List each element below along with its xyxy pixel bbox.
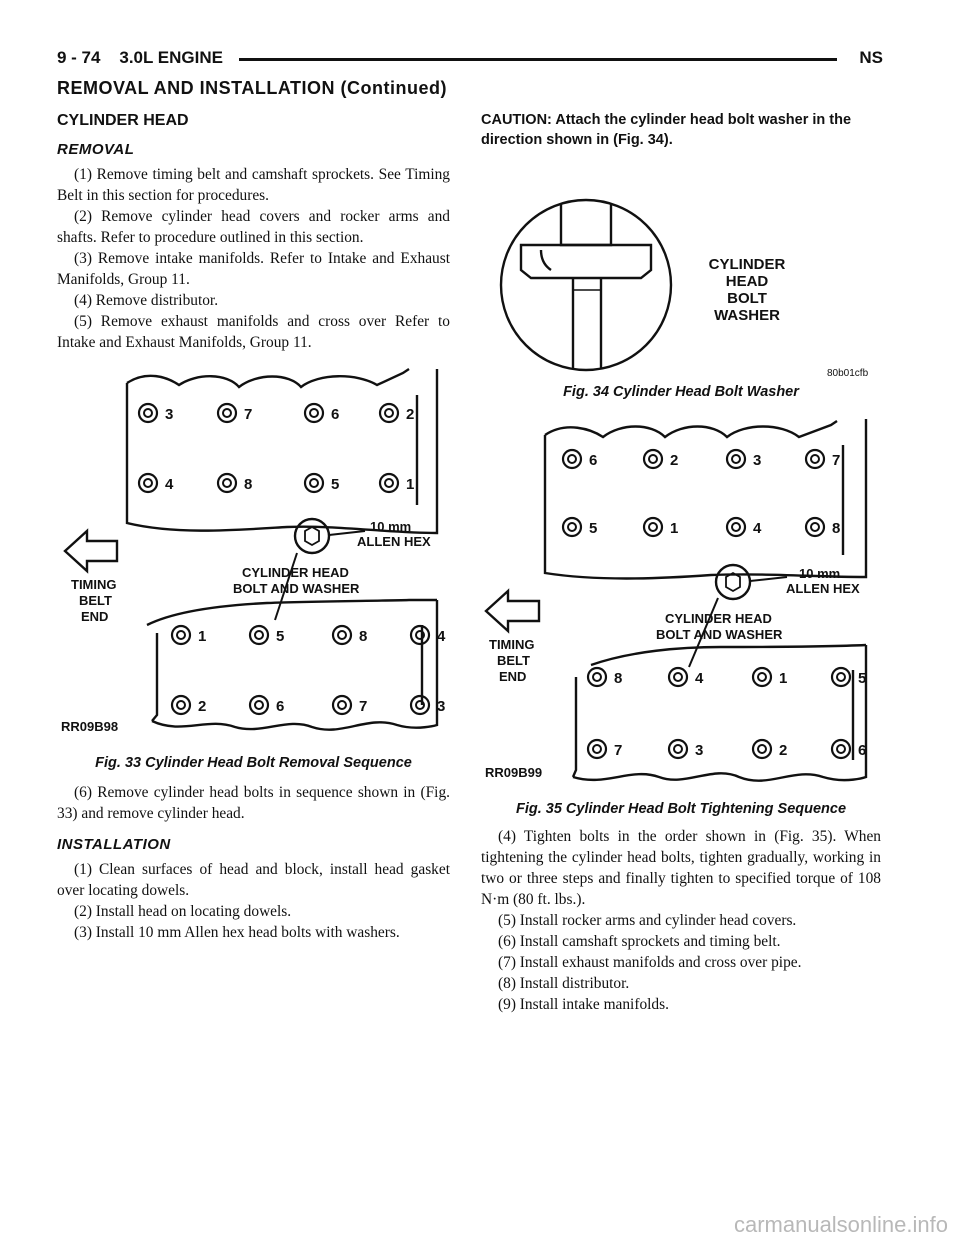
figure-35 xyxy=(481,415,881,827)
bolt-center-icon xyxy=(811,523,819,531)
installation-step: (4) Tighten bolts in the order shown in (Fig. 35). When tightening the cylinder head bolts, tighten gradually, working in two or three steps and finally tighten to specified torque of 108 N·m (80 ft. lbs.). xyxy=(481,828,881,908)
bolt-icon xyxy=(753,668,771,686)
section-title: CYLINDER HEAD xyxy=(57,112,189,129)
bolt-sequence-number: 4 xyxy=(695,670,704,687)
bolt-icon xyxy=(305,474,323,492)
fig33-code: RR09B98 xyxy=(61,719,119,734)
page-header xyxy=(57,48,883,70)
bolt-sequence-number: 5 xyxy=(858,670,867,687)
right-column xyxy=(481,110,881,150)
left-column xyxy=(57,110,450,353)
fig33-allen-label: ALLEN HEX xyxy=(357,534,431,549)
installation-step: (9) Install intake manifolds. xyxy=(498,996,669,1013)
bolt-sequence-number: 7 xyxy=(614,742,623,759)
fig34-caption: Fig. 34 Cylinder Head Bolt Washer xyxy=(563,384,799,400)
bolt-center-icon xyxy=(385,409,393,417)
removal-step: (6) Remove cylinder head bolts in sequence shown in (Fig. 33) and remove cylinder head. xyxy=(57,784,450,822)
bolt-sequence-number: 3 xyxy=(437,698,446,715)
fig35-diagram xyxy=(481,415,881,800)
bolt-sequence-number: 3 xyxy=(165,406,174,423)
bolt-icon xyxy=(832,740,850,758)
fig35-allen-label: ALLEN HEX xyxy=(786,581,860,596)
bolt-icon xyxy=(806,518,824,536)
bolt-sequence-number: 7 xyxy=(359,698,368,715)
bolt-center-icon xyxy=(674,745,682,753)
bolt-icon xyxy=(669,740,687,758)
bolt-sequence-number: 6 xyxy=(331,406,340,423)
fig35-bolt-label: BOLT AND WASHER xyxy=(656,627,783,642)
fig34-label: HEAD xyxy=(725,273,769,290)
bolt-sequence-number: 7 xyxy=(832,452,841,469)
bolt-icon xyxy=(250,626,268,644)
bolt-icon xyxy=(250,696,268,714)
fig34-diagram xyxy=(481,190,881,380)
fig35-allen-label: 10 mm xyxy=(799,566,841,581)
bolt-center-icon xyxy=(177,701,185,709)
removal-step: (2) Remove cylinder head covers and rocker arms and shafts. Refer to procedure outlined in this section. xyxy=(57,208,450,246)
bolt-icon xyxy=(727,518,745,536)
bolt-center-icon xyxy=(649,455,657,463)
continued-heading: REMOVAL AND INSTALLATION (Continued) xyxy=(57,78,447,98)
bolt-icon xyxy=(305,404,323,422)
bolt-icon xyxy=(644,450,662,468)
bolt-center-icon xyxy=(385,479,393,487)
bolt-icon xyxy=(139,474,157,492)
bolt-sequence-number: 1 xyxy=(670,520,679,537)
bolt-sequence-number: 2 xyxy=(670,452,679,469)
removal-step: (5) Remove exhaust manifolds and cross over Refer to Intake and Exhaust Manifolds, Group 11. xyxy=(57,313,450,351)
header-model: NS xyxy=(859,48,883,67)
bolt-sequence-number: 5 xyxy=(331,476,340,493)
bolt-icon xyxy=(753,740,771,758)
bolt-icon xyxy=(380,474,398,492)
bolt-center-icon xyxy=(255,631,263,639)
installation-step: (7) Install exhaust manifolds and cross over pipe. xyxy=(498,954,802,971)
bolt-sequence-number: 8 xyxy=(832,520,841,537)
watermark: carmanualsonline.info xyxy=(733,1212,948,1237)
bolt-icon xyxy=(218,404,236,422)
bolt-icon xyxy=(806,450,824,468)
installation-step: (3) Install 10 mm Allen hex head bolts with washers. xyxy=(74,924,400,941)
bolt-center-icon xyxy=(177,631,185,639)
bolt-center-icon xyxy=(338,701,346,709)
bolt-center-icon xyxy=(593,745,601,753)
bolt-sequence-number: 1 xyxy=(406,476,415,493)
bolt-sequence-number: 4 xyxy=(753,520,762,537)
installation-title: INSTALLATION xyxy=(57,836,171,853)
installation-step: (8) Install distributor. xyxy=(498,975,630,992)
bolt-center-icon xyxy=(649,523,657,531)
bolt-sequence-number: 8 xyxy=(244,476,253,493)
bolt-center-icon xyxy=(223,409,231,417)
fig33-bolt-label: CYLINDER HEAD xyxy=(242,565,349,580)
bolt-icon xyxy=(644,518,662,536)
bolt-icon xyxy=(172,696,190,714)
fig33-bolt-label: BOLT AND WASHER xyxy=(233,581,360,596)
fig33-caption: Fig. 33 Cylinder Head Bolt Removal Sequence xyxy=(95,755,412,771)
bolt-center-icon xyxy=(568,455,576,463)
fig34-label: CYLINDER xyxy=(708,256,786,273)
installation-step: (1) Clean surfaces of head and block, install head gasket over locating dowels. xyxy=(57,861,450,899)
bolt-sequence-number: 6 xyxy=(276,698,285,715)
bolt-icon xyxy=(588,668,606,686)
bolt-icon xyxy=(411,696,429,714)
bolt-sequence-number: 7 xyxy=(244,406,253,423)
bolt-center-icon xyxy=(255,701,263,709)
bolt-center-icon xyxy=(310,479,318,487)
bolt-icon xyxy=(380,404,398,422)
bolt-center-icon xyxy=(732,455,740,463)
bolt-center-icon xyxy=(568,523,576,531)
fig34-label: WASHER xyxy=(714,307,780,324)
left-column-lower xyxy=(57,782,450,943)
bolt-center-icon xyxy=(593,673,601,681)
bolt-icon xyxy=(139,404,157,422)
bolt-sequence-number: 2 xyxy=(779,742,788,759)
removal-step: (3) Remove intake manifolds. Refer to Intake and Exhaust Manifolds, Group 11. xyxy=(57,250,450,288)
installation-step: (6) Install camshaft sprockets and timing belt. xyxy=(498,933,781,950)
installation-step: (2) Install head on locating dowels. xyxy=(74,903,292,920)
bolt-icon xyxy=(411,626,429,644)
bolt-sequence-number: 8 xyxy=(359,628,368,645)
bolt-center-icon xyxy=(811,455,819,463)
bolt-sequence-number: 1 xyxy=(198,628,207,645)
bolt-center-icon xyxy=(674,673,682,681)
bolt-sequence-number: 6 xyxy=(589,452,598,469)
fig34-code: 80b01cfb xyxy=(827,368,869,379)
fig33-timing-label: TIMING xyxy=(71,577,117,592)
bolt-center-icon xyxy=(837,673,845,681)
bolt-center-icon xyxy=(338,631,346,639)
bolt-icon xyxy=(669,668,687,686)
bolt-center-icon xyxy=(144,409,152,417)
bolt-icon xyxy=(588,740,606,758)
fig33-diagram xyxy=(57,365,450,777)
fig35-timing-label: BELT xyxy=(497,653,530,668)
bolt-center-icon xyxy=(758,673,766,681)
fig33-timing-label: BELT xyxy=(79,593,112,608)
bolt-icon xyxy=(218,474,236,492)
bolt-sequence-number: 4 xyxy=(165,476,174,493)
bolt-sequence-number: 1 xyxy=(779,670,788,687)
bolt-sequence-number: 2 xyxy=(198,698,207,715)
bolt-center-icon xyxy=(837,745,845,753)
fig33-allen-label: 10 mm xyxy=(370,519,412,534)
fig35-code: RR09B99 xyxy=(485,765,543,780)
fig35-bolt-label: CYLINDER HEAD xyxy=(665,611,772,626)
right-column-lower xyxy=(481,826,881,1015)
page-number-title: 9 - 74 3.0L ENGINE xyxy=(57,48,223,67)
bolt-center-icon xyxy=(310,409,318,417)
fig33-timing-label: END xyxy=(81,609,109,624)
fig35-timing-label: TIMING xyxy=(489,637,535,652)
bolt-sequence-number: 5 xyxy=(276,628,285,645)
bolt-icon xyxy=(172,626,190,644)
bolt-icon xyxy=(563,518,581,536)
bolt-center-icon xyxy=(758,745,766,753)
bolt-center-icon xyxy=(223,479,231,487)
figure-34 xyxy=(481,190,881,405)
bolt-icon xyxy=(563,450,581,468)
bolt-icon xyxy=(333,696,351,714)
bolt-sequence-number: 3 xyxy=(695,742,704,759)
bolt-icon xyxy=(832,668,850,686)
bolt-sequence-number: 2 xyxy=(406,406,415,423)
installation-step: (5) Install rocker arms and cylinder head covers. xyxy=(498,912,797,929)
bolt-icon xyxy=(727,450,745,468)
fig34-label: BOLT xyxy=(727,290,767,307)
bolt-sequence-number: 3 xyxy=(753,452,762,469)
bolt-sequence-number: 6 xyxy=(858,742,867,759)
bolt-icon xyxy=(333,626,351,644)
bolt-center-icon xyxy=(732,523,740,531)
fig35-timing-label: END xyxy=(499,669,527,684)
caution-note: CAUTION: Attach the cylinder head bolt washer in the direction shown in (Fig. 34). xyxy=(481,112,852,148)
header-rule xyxy=(239,58,837,61)
bolt-center-icon xyxy=(144,479,152,487)
removal-title: REMOVAL xyxy=(57,141,135,158)
bolt-sequence-number: 4 xyxy=(437,628,446,645)
figure-33 xyxy=(57,365,450,777)
removal-step: (1) Remove timing belt and camshaft sprockets. See Timing Belt in this section for procedures. xyxy=(57,166,450,204)
fig35-caption: Fig. 35 Cylinder Head Bolt Tightening Sequence xyxy=(515,801,847,817)
bolt-sequence-number: 5 xyxy=(589,520,598,537)
bolt-sequence-number: 8 xyxy=(614,670,623,687)
removal-step: (4) Remove distributor. xyxy=(74,292,219,309)
